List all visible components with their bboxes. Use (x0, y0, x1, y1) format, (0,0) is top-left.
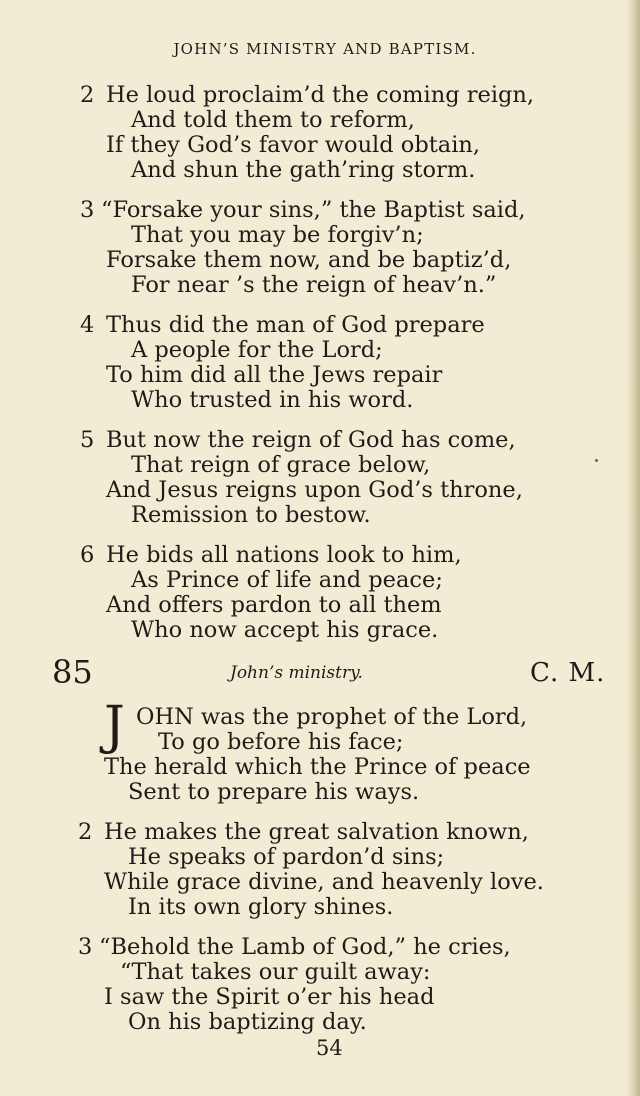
verse-number: 2 (80, 82, 95, 108)
verse-line: Who now accept his grace. (131, 617, 439, 643)
verse-line: He loud proclaim’d the coming reign, (106, 82, 535, 108)
verse-line: OHN was the prophet of the Lord, (136, 704, 528, 730)
verse-line: Thus did the man of God prepare (106, 312, 485, 338)
verse-line: In its own glory shines. (128, 894, 394, 920)
verse-line: And offers pardon to all them (106, 592, 442, 618)
verse-line: “Forsake your sins,” the Baptist said, (101, 197, 526, 223)
verse-number: 4 (80, 312, 95, 338)
verse-line: On his baptizing day. (128, 1009, 367, 1035)
verse-number: 3 (80, 197, 95, 223)
verse-line: I saw the Spirit o’er his head (104, 984, 435, 1010)
running-head: JOHN’S MINISTRY AND BAPTISM. (173, 40, 477, 58)
verse-line: To go before his face; (158, 729, 404, 755)
verse-number: 3 (78, 934, 93, 960)
verse-line: Who trusted in his word. (131, 387, 414, 413)
verse-line: To him did all the Jews repair (106, 362, 443, 388)
verse-line: But now the reign of God has come, (106, 427, 516, 453)
verse-line: And Jesus reigns upon God’s throne, (106, 477, 523, 503)
verse-line: While grace divine, and heavenly love. (104, 869, 544, 895)
verse-line: Forsake them now, and be baptiz’d, (106, 247, 512, 273)
verse-line: That you may be forgiv’n; (131, 222, 424, 248)
hymn-title: John’s ministry. (230, 663, 363, 683)
verse-line: He makes the great salvation known, (104, 819, 529, 845)
verse-line: For near ’s the reign of heav’n.” (131, 272, 497, 298)
verse-number: 2 (78, 819, 93, 845)
verse-line: He speaks of pardon’d sins; (128, 844, 445, 870)
drop-cap: J (104, 696, 125, 756)
verse-line: The herald which the Prince of peace (104, 754, 531, 780)
hymn-number: 85 (52, 653, 93, 691)
verse-line: He bids all nations look to him, (106, 542, 462, 568)
verse-line: “Behold the Lamb of God,” he cries, (99, 934, 511, 960)
verse-line: A people for the Lord; (131, 337, 383, 363)
verse-line: As Prince of life and peace; (131, 567, 443, 593)
verse-number: 5 (80, 427, 95, 453)
verse-line: And told them to reform, (131, 107, 415, 133)
verse-line: Sent to prepare his ways. (128, 779, 420, 805)
page-number: 54 (316, 1036, 343, 1060)
verse-number: 6 (80, 542, 95, 568)
print-speck (595, 459, 598, 462)
verse-line: That reign of grace below, (131, 452, 431, 478)
page-edge-shadow (626, 0, 640, 1096)
verse-line: Remission to bestow. (131, 502, 371, 528)
hymn-meter: C. M. (530, 658, 606, 688)
verse-line: If they God’s favor would obtain, (106, 132, 481, 158)
verse-line: “That takes our guilt away: (120, 959, 431, 985)
verse-line: And shun the gath’ring storm. (131, 157, 476, 183)
